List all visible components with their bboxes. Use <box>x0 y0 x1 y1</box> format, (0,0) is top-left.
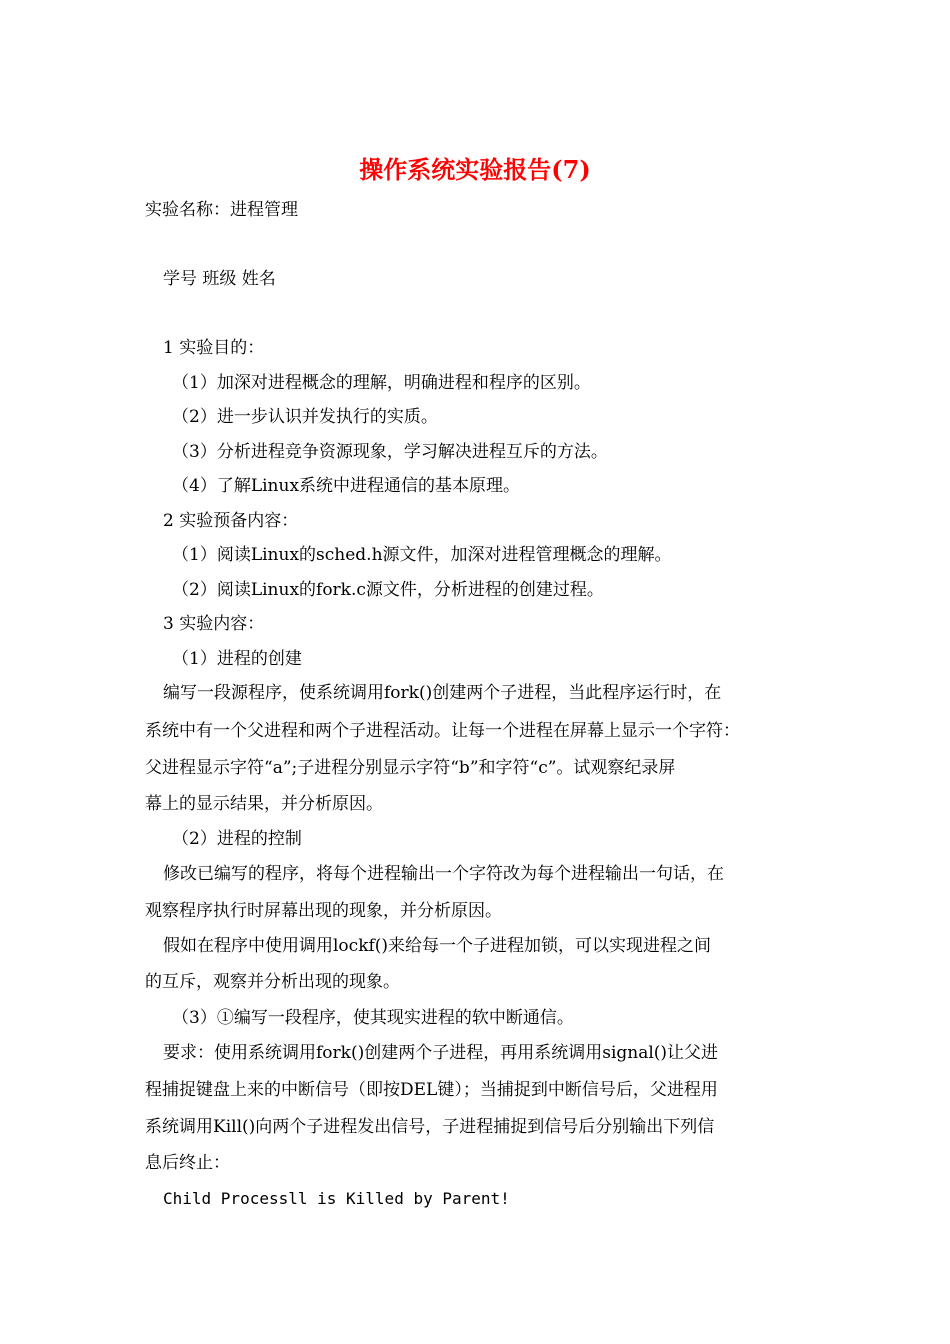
paragraph-line: 幕上的显示结果，并分析原因。 <box>145 794 383 814</box>
list-item: （3）分析进程竞争资源现象，学习解决进程互斥的方法。 <box>172 442 608 462</box>
paragraph-line: 假如在程序中使用调用lockf()来给每一个子进程加锁，可以实现进程之间 <box>163 936 712 956</box>
paragraph-line: 父进程显示字符“a”;子进程分别显示字符“b”和字符“c”。试观察纪录屏 <box>145 758 676 778</box>
paragraph-line: 程捕捉键盘上来的中断信号（即按DEL键）；当捕捉到中断信号后，父进程用 <box>145 1080 718 1100</box>
paragraph-line: 系统中有一个父进程和两个子进程活动。让每一个进程在屏幕上显示一个字符： <box>145 721 740 741</box>
subsection-heading: （3）①编写一段程序，使其现实进程的软中断通信。 <box>172 1008 574 1028</box>
list-item: （4）了解Linux系统中进程通信的基本原理。 <box>172 476 521 496</box>
section-1-heading: 1 实验目的： <box>163 338 265 358</box>
paragraph-line: 的互斥，观察并分析出现的现象。 <box>145 972 400 992</box>
document-title: 操作系统实验报告(7) <box>359 155 591 184</box>
student-info: 学号 班级 姓名 <box>163 269 276 289</box>
paragraph-line: 编写一段源程序，使系统调用fork()创建两个子进程，当此程序运行时，在 <box>163 683 722 703</box>
paragraph-line: 观察程序执行时屏幕出现的现象，并分析原因。 <box>145 901 502 921</box>
subsection-heading: （2）进程的控制 <box>172 829 302 849</box>
section-2-heading: 2 实验预备内容： <box>163 511 299 531</box>
paragraph-line: 息后终止： <box>145 1153 230 1173</box>
code-line: Child Processll is Killed by Parent! <box>163 1189 510 1208</box>
subsection-heading: （1）进程的创建 <box>172 649 302 669</box>
experiment-name: 实验名称：进程管理 <box>145 200 298 220</box>
list-item: （2）进一步认识并发执行的实质。 <box>172 407 438 427</box>
paragraph-line: 修改已编写的程序，将每个进程输出一个字符改为每个进程输出一句话，在 <box>163 864 724 884</box>
list-item: （1）加深对进程概念的理解，明确进程和程序的区别。 <box>172 373 591 393</box>
list-item: （2）阅读Linux的fork.c源文件，分析进程的创建过程。 <box>172 580 604 600</box>
paragraph-line: 要求：使用系统调用fork()创建两个子进程，再用系统调用signal()让父进 <box>163 1043 719 1063</box>
section-3-heading: 3 实验内容： <box>163 614 265 634</box>
paragraph-line: 系统调用Kill()向两个子进程发出信号，子进程捕捉到信号后分别输出下列信 <box>145 1117 715 1137</box>
list-item: （1）阅读Linux的sched.h源文件，加深对进程管理概念的理解。 <box>172 545 672 565</box>
